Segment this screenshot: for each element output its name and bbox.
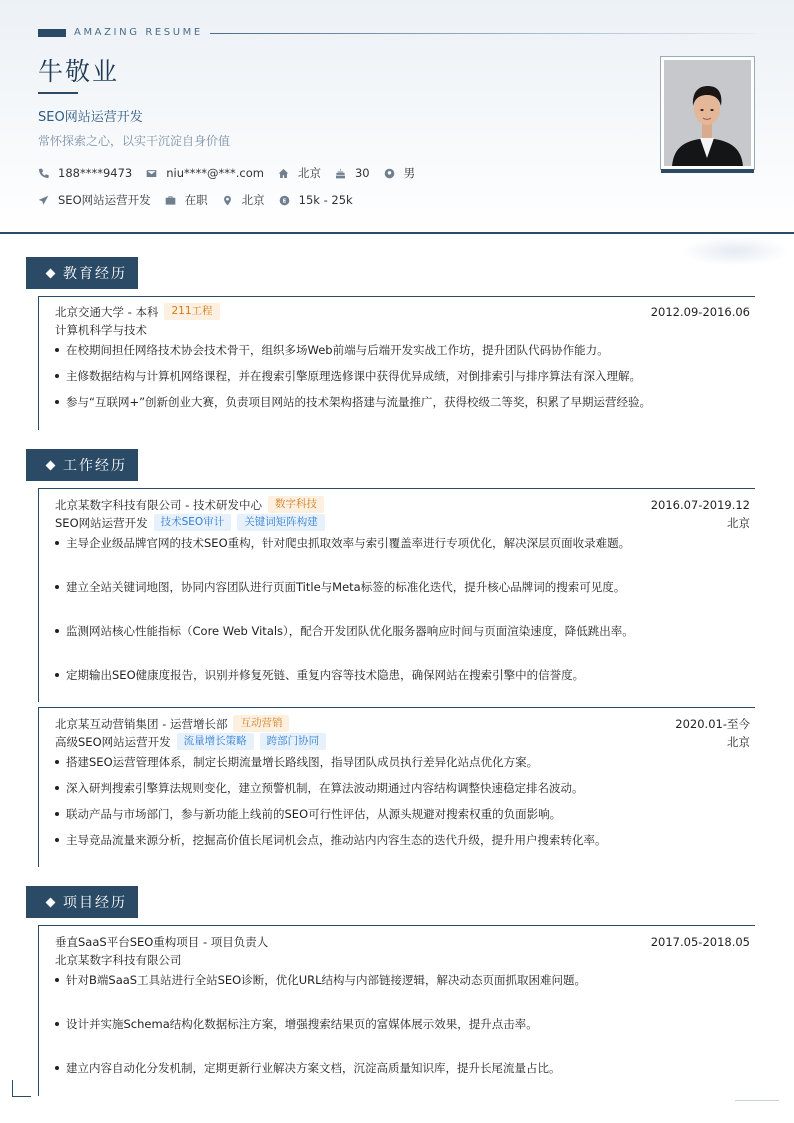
bullet-dot xyxy=(55,400,59,404)
list-item xyxy=(55,667,584,683)
work-city: 北京 xyxy=(727,515,750,530)
role-tag: 流量增长策略 xyxy=(177,733,254,750)
gender-icon xyxy=(384,168,395,179)
page-footer-line xyxy=(735,1100,779,1101)
bullet-dot xyxy=(55,348,59,352)
major-row xyxy=(55,322,750,338)
bullet-text: 搭建SEO运营管理体系，制定长期流量增长路线图，指导团队成员执行差异化站点优化方案。 xyxy=(66,755,539,769)
send-icon xyxy=(38,195,49,206)
list-item xyxy=(55,368,641,384)
diamond-icon xyxy=(46,460,56,470)
section-header-work xyxy=(26,449,138,481)
list-item xyxy=(55,623,634,639)
bullet-dot xyxy=(55,374,59,378)
status-text: 在职 xyxy=(184,193,208,207)
bullet-dot xyxy=(55,1066,59,1070)
list-item xyxy=(55,535,630,551)
role-row xyxy=(55,514,750,531)
section-header-project xyxy=(26,886,138,918)
project-header-row xyxy=(55,934,750,950)
intent-position-info xyxy=(38,192,151,208)
list-item xyxy=(55,780,584,796)
list-item xyxy=(55,832,607,848)
section-title: 工作经历 xyxy=(63,458,127,474)
project-period: 2017.05-2018.05 xyxy=(650,935,750,949)
education-block xyxy=(38,296,755,430)
age-text: 30 xyxy=(354,166,370,180)
city-info xyxy=(278,165,321,181)
header-glow xyxy=(680,236,790,266)
bullet-text: 主导竞品流量来源分析，挖掘高价值长尾词机会点，推动站内内容生态的迭代升级，提升用户搜索转化率。 xyxy=(66,833,607,847)
bullet-text: 在校期间担任网络技术协会技术骨干，组织多场Web前端与后端开发实战工作坊，提升团队代码协作能力。 xyxy=(66,343,609,357)
phone-icon xyxy=(38,168,49,179)
name-underline xyxy=(38,92,78,94)
contact-info-row xyxy=(38,165,429,181)
list-item xyxy=(55,342,609,358)
bullet-text: 参与“互联网+”创新创业大赛，负责项目网站的技术架构搭建与流量推广，获得校级二等奖，积累了早期运营经验。 xyxy=(66,395,652,409)
role-tag: 关键词矩阵构建 xyxy=(237,514,325,531)
email-text: niu****@***.com xyxy=(166,166,264,180)
email-info xyxy=(146,166,264,180)
company-row xyxy=(55,496,750,513)
project-org-row xyxy=(55,952,750,968)
role-tag: 跨部门协同 xyxy=(260,733,327,750)
brand-bar xyxy=(38,29,66,37)
bullet-dot xyxy=(55,629,59,633)
bullet-dot xyxy=(55,673,59,677)
role-name: SEO网站运营开发 xyxy=(55,515,148,530)
list-item xyxy=(55,394,651,410)
salary-info xyxy=(279,193,353,207)
role-row xyxy=(55,733,750,750)
motto: 常怀探索之心，以实干沉淀自身价值 xyxy=(38,134,231,148)
list-item xyxy=(55,972,586,988)
page-corner-mark xyxy=(12,1080,31,1097)
work-block-1 xyxy=(38,488,755,702)
project-block xyxy=(38,925,755,1096)
work-period: 2020.01-至今 xyxy=(675,716,750,731)
work-block-2 xyxy=(38,707,755,867)
mail-icon xyxy=(146,168,157,179)
salary-icon xyxy=(279,195,290,206)
intent-position-text: SEO网站运营开发 xyxy=(58,193,151,207)
city-text: 北京 xyxy=(297,166,321,180)
bullet-text: 主修数据结构与计算机网络课程，并在搜索引擎原理选修课中获得优异成绩，对倒排索引与排序算法有深入理解。 xyxy=(66,369,641,383)
brand-text: AMAZING RESUME xyxy=(74,27,203,38)
list-item xyxy=(55,1016,538,1032)
phone-info xyxy=(38,166,132,180)
list-item xyxy=(55,579,625,595)
list-item xyxy=(55,754,538,770)
bullet-text: 设计并实施Schema结构化数据标注方案，增强搜索结果页的富媒体展示效果，提升点击率。 xyxy=(66,1017,538,1031)
bullet-dot xyxy=(55,812,59,816)
bullet-text: 定期输出SEO健康度报告，识别并修复死链、重复内容等技术隐患，确保网站在搜索引擎中的信誉度。 xyxy=(66,668,585,682)
company-name: 北京某数字科技有限公司 - 技术研发中心 xyxy=(55,497,262,512)
location-icon xyxy=(222,195,233,206)
role-name: 高级SEO网站运营开发 xyxy=(55,734,171,749)
status-info xyxy=(165,192,208,208)
salary-text: 15k - 25k xyxy=(298,193,353,207)
home-icon xyxy=(278,168,289,179)
brand-line xyxy=(210,33,755,34)
bullet-text: 监测网站核心性能指标（Core Web Vitals），配合开发团队优化服务器响应时间与页面渲染速度，降低跳出率。 xyxy=(66,624,634,638)
bullet-dot xyxy=(55,760,59,764)
bullet-text: 针对B端SaaS工具站进行全站SEO诊断，优化URL结构与内部链接逻辑，解决动态页面抓取困难问题。 xyxy=(66,973,587,987)
avatar xyxy=(664,60,751,166)
gender-info xyxy=(384,165,416,181)
bullet-text: 建立内容自动化分发机制，定期更新行业解决方案文档，沉淀高质量知识库，提升长尾流量占比。 xyxy=(66,1061,561,1075)
company-row xyxy=(55,715,750,732)
diamond-icon xyxy=(46,897,56,907)
bullet-text: 联动产品与市场部门，参与新功能上线前的SEO可行性评估，从源头规避对搜索权重的负面影响。 xyxy=(66,807,562,821)
intent-city-text: 北京 xyxy=(241,193,265,207)
cake-icon xyxy=(335,168,346,179)
briefcase-icon xyxy=(165,195,176,206)
profile-photo xyxy=(660,56,755,170)
bullet-dot xyxy=(55,978,59,982)
school-tag: 211工程 xyxy=(164,303,219,320)
company-tag: 数字科技 xyxy=(268,496,324,513)
work-period: 2016.07-2019.12 xyxy=(650,497,750,512)
bullet-dot xyxy=(55,838,59,842)
bullet-text: 主导企业级品牌官网的技术SEO重构，针对爬虫抓取效率与索引覆盖率进行专项优化，解决深层页面收录难题。 xyxy=(66,536,631,550)
school-name: 北京交通大学 - 本科 xyxy=(55,304,159,319)
role-tag: 技术SEO审计 xyxy=(154,514,232,531)
company-tag: 互动营销 xyxy=(233,715,289,732)
section-title: 教育经历 xyxy=(63,266,127,282)
education-period: 2012.09-2016.06 xyxy=(650,304,750,319)
project-name: 垂直SaaS平台SEO重构项目 - 项目负责人 xyxy=(55,935,269,949)
intent-city-info xyxy=(222,192,265,208)
bullet-dot xyxy=(55,786,59,790)
phone-text: 188****9473 xyxy=(58,166,133,180)
list-item xyxy=(55,1060,561,1076)
job-title: SEO网站运营开发 xyxy=(38,110,143,125)
section-title: 项目经历 xyxy=(63,895,127,911)
diamond-icon xyxy=(46,268,56,278)
bullet-dot xyxy=(55,585,59,589)
project-org: 北京某数字科技有限公司 xyxy=(55,953,182,967)
section-header-education xyxy=(26,257,138,289)
company-name: 北京某互动营销集团 - 运营增长部 xyxy=(55,716,228,731)
bullet-text: 深入研判搜索引擎算法规则变化，建立预警机制，在算法波动期通过内容结构调整快速稳定排名波动。 xyxy=(66,781,584,795)
candidate-name: 牛敬业 xyxy=(38,57,120,86)
education-header-row xyxy=(55,303,750,320)
bullet-dot xyxy=(55,541,59,545)
job-intent-row xyxy=(38,192,367,208)
major: 计算机科学与技术 xyxy=(55,323,147,337)
list-item xyxy=(55,806,561,822)
age-info xyxy=(335,166,370,180)
bullet-dot xyxy=(55,1022,59,1026)
photo-shadow-bar xyxy=(661,169,754,173)
bullet-text: 建立全站关键词地图，协同内容团队进行页面Title与Meta标签的标准化迭代，提升核心品牌词的搜索可见度。 xyxy=(66,580,626,594)
gender-text: 男 xyxy=(403,166,416,180)
work-city: 北京 xyxy=(727,734,750,749)
